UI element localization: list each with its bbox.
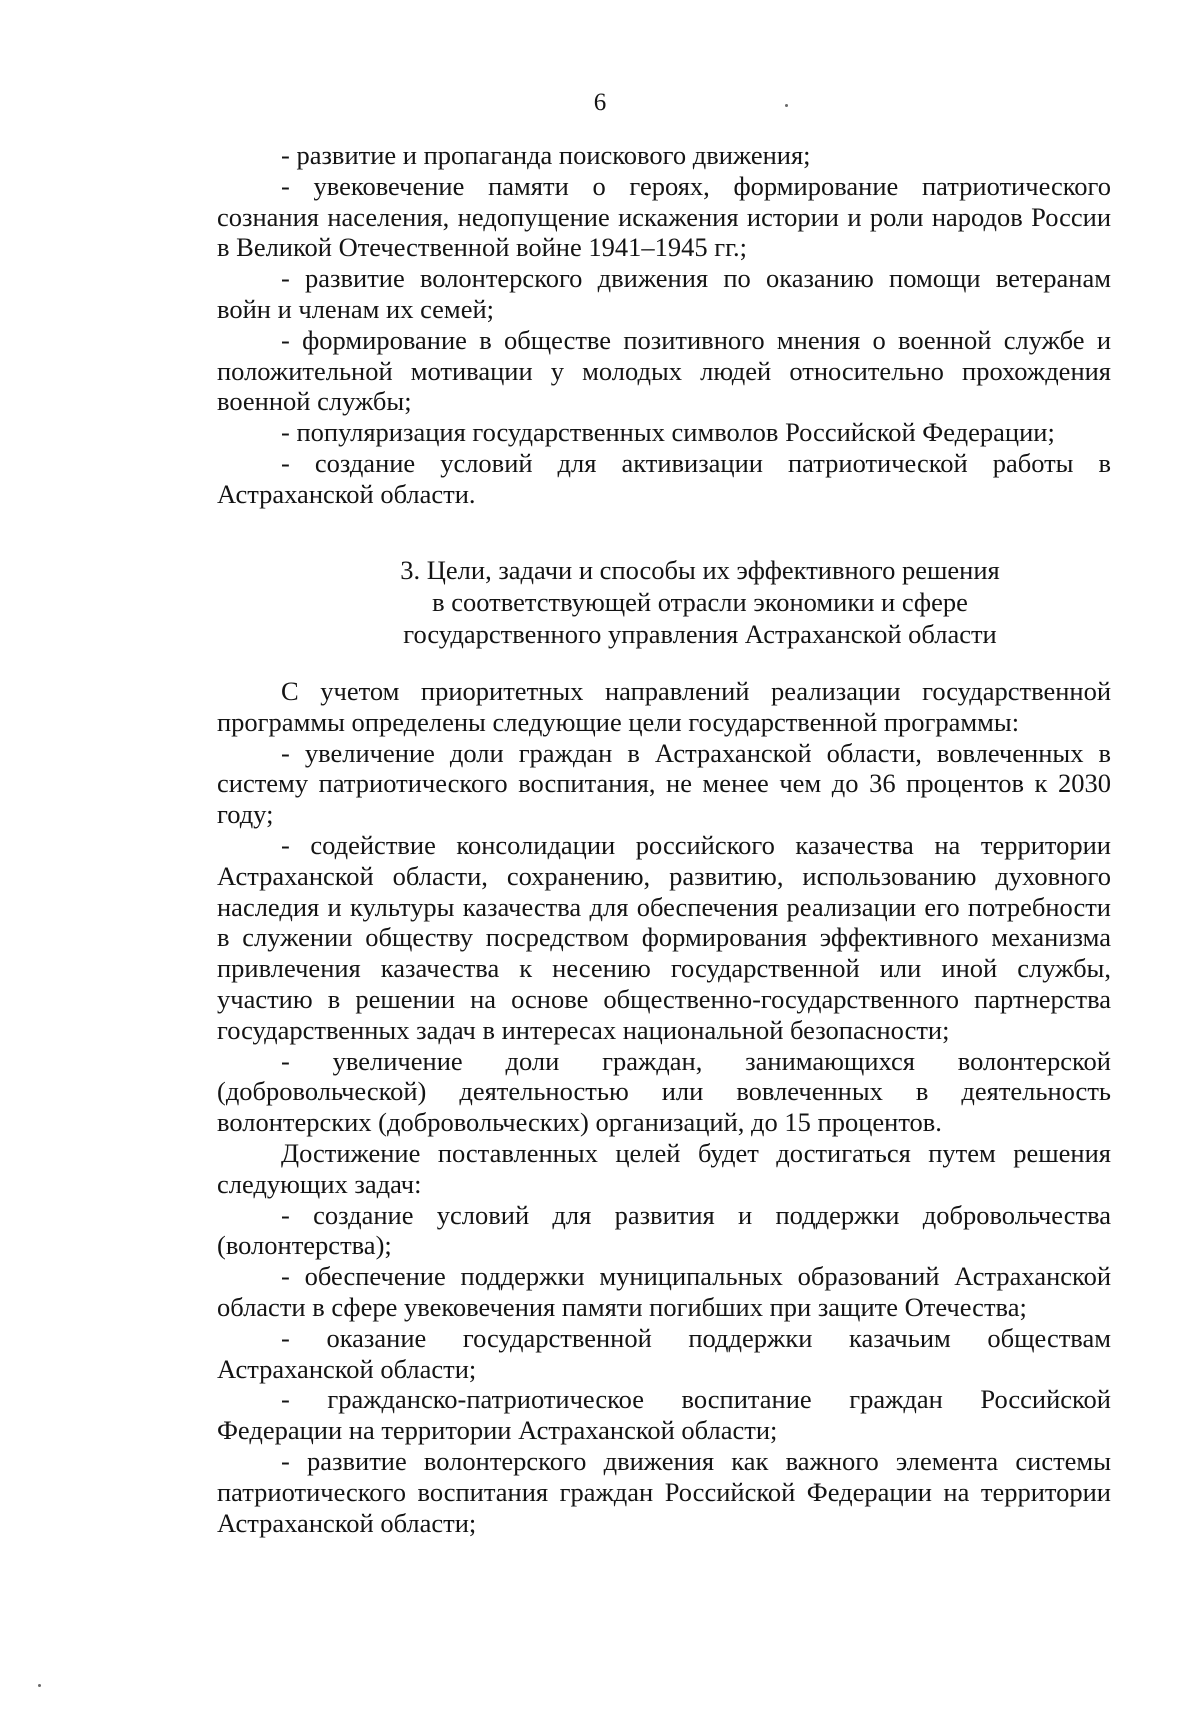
goal-item: - увеличение доли граждан в Астраханской области, вовлеченных в систему патриотического воспитания, не менее чем до 36 процентов к 2030 году; [217, 737, 1111, 830]
list-item: - создание условий для активизации патриотической работы в Астраханской области. [217, 447, 1111, 509]
task-item: - создание условий для развития и поддержки добровольчества (волонтерства); [217, 1199, 1111, 1261]
list-item: - популяризация государственных символов Российской Федерации; [281, 417, 1055, 448]
section-body [217, 676, 1111, 1538]
page-number: 6 [593, 89, 607, 116]
task-item: - обеспечение поддержки муниципальных образований Астраханской области в сфере увековечения памяти погибших при защите Отечества; [217, 1261, 1111, 1322]
list-item: - формирование в обществе позитивного мнения о военной службе и положительной мотивации у молодых людей относительно прохождения военной службы; [217, 324, 1111, 417]
task-item: - гражданско-патриотическое воспитание граждан Российской Федерации на территории Астраханской области; [217, 1384, 1111, 1446]
task-item: - развитие волонтерского движения как важного элемента системы патриотического воспитания граждан Российской Федерации на территории Астраханской области; [217, 1445, 1111, 1538]
section-heading-line: 3. Цели, задачи и способы их эффективного решения [400, 555, 1000, 585]
section-heading-line: в соответствующей отрасли экономики и сфере [432, 587, 968, 617]
goal-item: - увеличение доли граждан, занимающихся волонтерской (добровольческой) деятельностью или вовлеченных в деятельность волонтерских (добровольческих) организаций, до 15 процентов. [217, 1045, 1111, 1138]
list-item: - развитие и пропаганда поискового движения; [281, 140, 811, 170]
list-item: - увековечение памяти о героях, формирование патриотического сознания населения, недопущение искажения истории и роли народов России в Великой Отечественной войне 1941–1945 гг.; [217, 170, 1111, 263]
scan-speck [38, 1684, 41, 1687]
task-item: - оказание государственной поддержки казачьим обществам Астраханской области; [217, 1322, 1111, 1384]
tasks-intro-paragraph: Достижение поставленных целей будет достигаться путем решения следующих задач: [217, 1137, 1111, 1199]
goal-item: - содействие консолидации российского казачества на территории Астраханской области, сохранению, развитию, использованию духовного наследия и культуры казачества для обеспечения реализации его потребности в служении обществу посредством формирования эффективного механизма привлечения казачества к несению государственной или иной службы, участию в решении на основе общественно-государственного партнерства государственных задач в интересах национальной безопасности; [217, 829, 1111, 1045]
section-heading [320, 554, 1080, 650]
goals-intro-paragraph: С учетом приоритетных направлений реализации государственной программы определены следующие цели государственной программы: [217, 676, 1111, 737]
scan-speck [785, 104, 788, 107]
intro-list [217, 140, 1111, 510]
section-heading-line: государственного управления Астраханской области [403, 619, 997, 649]
list-item: - развитие волонтерского движения по оказанию помощи ветеранам войн и членам их семей; [217, 263, 1111, 324]
